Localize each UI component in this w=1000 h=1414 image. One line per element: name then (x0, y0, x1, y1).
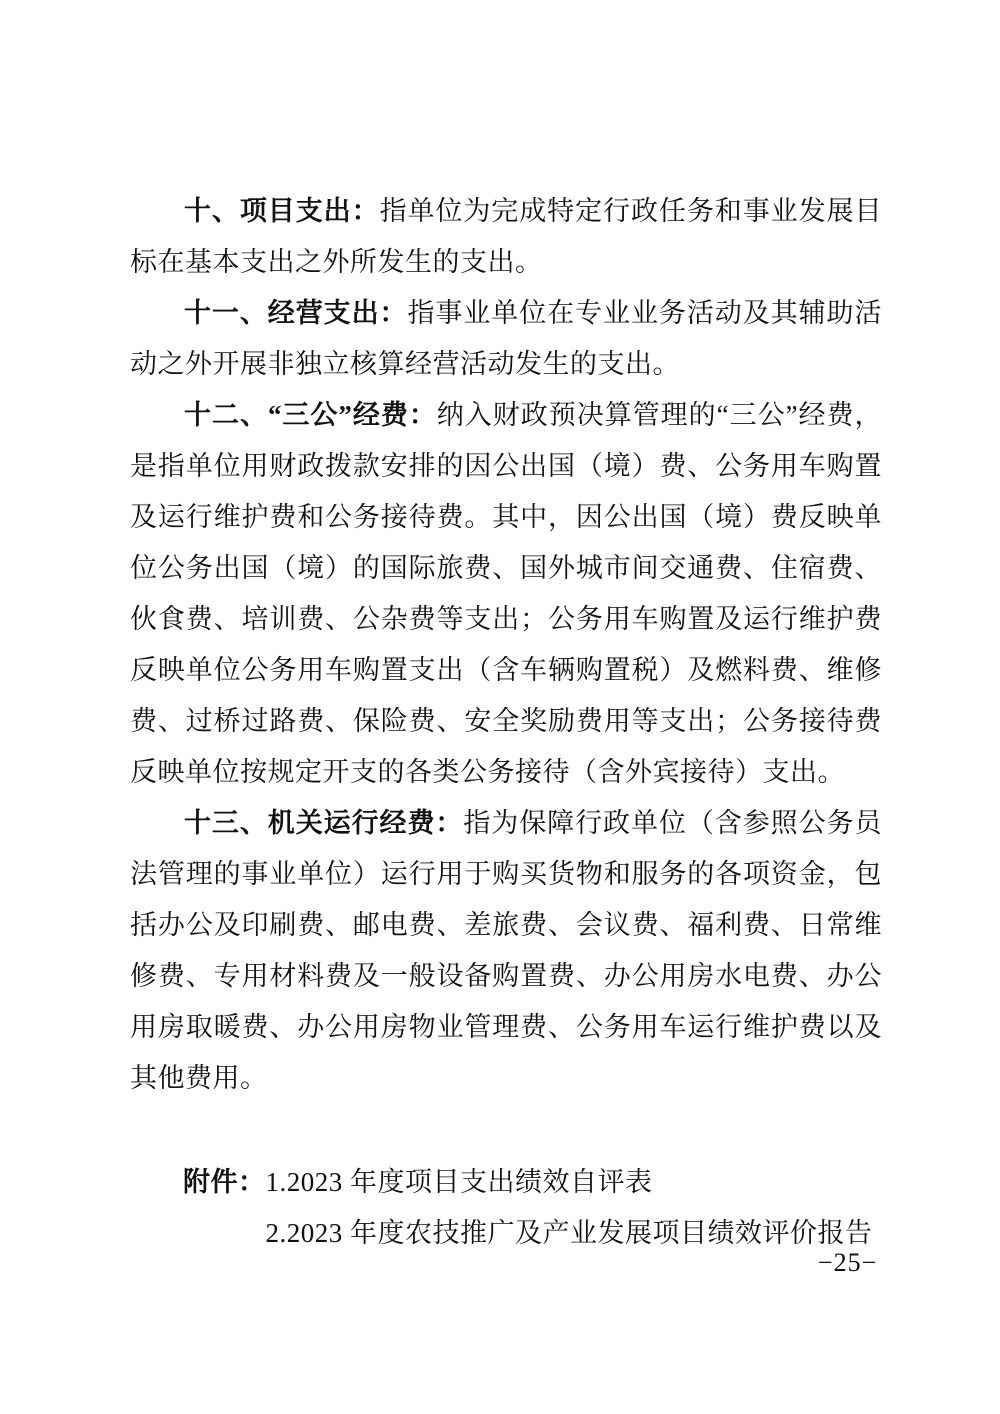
attachment-item: 1.2023 年度项目支出绩效自评表 (265, 1167, 653, 1197)
page-number: −25− (818, 1248, 878, 1277)
attachment-list (266, 1157, 883, 1259)
attachment-block (130, 1157, 882, 1259)
paragraph-lead: 十一、经营支出： (184, 298, 408, 328)
attachment-item: 2.2023 年度农技推广及产业发展项目绩效评价报告 (265, 1218, 873, 1248)
attachment-label: 附件： (183, 1167, 266, 1197)
paragraph-project-expenditure (130, 186, 882, 288)
document-body (130, 186, 882, 1259)
paragraph-lead: 十、项目支出： (184, 196, 380, 226)
paragraph-lead: 十二、“三公”经费： (184, 400, 437, 430)
paragraph-text: 指为保障行政单位（含参照公务员法管理的事业单位）运行用于购买货物和服务的各项资金，包括办公及印刷费、邮电费、差旅费、会议费、福利费、日常维修费、专用材料费及一般设备购置费、办公用房水电费、办公用房取暖费、办公用房物业管理费、公务用车运行维护费以及其他费用。 (130, 808, 882, 1093)
paragraph-text: 指事业单位在专业业务活动及其辅助活动之外开展非独立核算经营活动发生的支出。 (130, 298, 882, 379)
paragraph-three-public-funds (130, 390, 882, 798)
paragraph-operating-expenditure (130, 288, 882, 390)
paragraph-agency-operating-funds (130, 798, 882, 1104)
paragraph-text: 纳入财政预决算管理的“三公”经费，是指单位用财政拨款安排的因公出国（境）费、公务用车购置及运行维护费和公务接待费。其中，因公出国（境）费反映单位公务出国（境）的国际旅费、国外城市间交通费、住宿费、伙食费、培训费、公杂费等支出；公务用车购置及运行维护费反映单位公务用车购置支出（含车辆购置税）及燃料费、维修费、过桥过路费、保险费、安全奖励费用等支出；公务接待费反映单位按规定开支的各类公务接待（含外宾接待）支出。 (130, 400, 883, 787)
paragraph-text: 指单位为完成特定行政任务和事业发展目标在基本支出之外所发生的支出。 (130, 196, 882, 277)
paragraph-lead: 十三、机关运行经费： (184, 808, 464, 838)
